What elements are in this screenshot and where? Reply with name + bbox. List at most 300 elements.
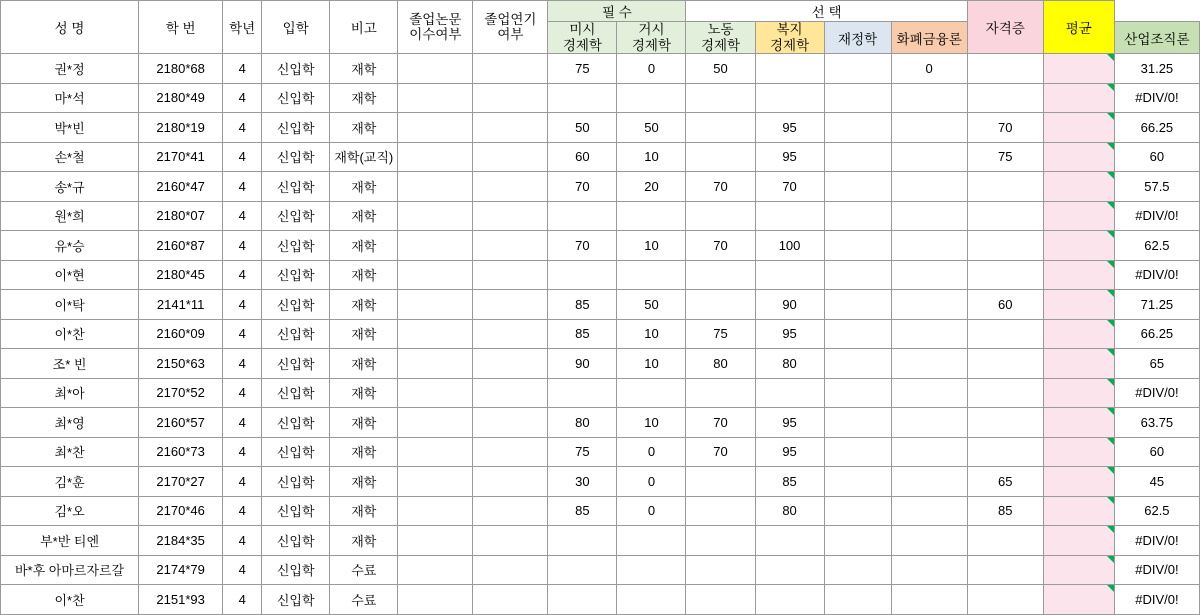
- col-header-student-no: 학 번: [139, 1, 223, 54]
- cell-defer: [473, 585, 548, 615]
- cell-labor: 50: [686, 54, 755, 84]
- cell-micro: 85: [548, 496, 617, 526]
- cell-micro: [548, 83, 617, 113]
- cell-defer: [473, 378, 548, 408]
- group-header-elective: 선 택: [686, 1, 967, 22]
- comment-flag-icon: [1107, 408, 1114, 415]
- cell-public: [824, 142, 891, 172]
- cell-industry: [967, 231, 1043, 261]
- table-row: [1, 349, 1200, 379]
- col-header-money: 화폐금융론: [891, 22, 967, 54]
- cell-macro: 10: [617, 231, 686, 261]
- cell-cert: [1043, 585, 1114, 615]
- cell-student_no: 2160*09: [139, 319, 223, 349]
- cell-industry: [967, 201, 1043, 231]
- cell-micro: 75: [548, 54, 617, 84]
- cell-public: [824, 349, 891, 379]
- table-row: [1, 467, 1200, 497]
- cell-micro: [548, 260, 617, 290]
- cell-defer: [473, 437, 548, 467]
- table-row: [1, 526, 1200, 556]
- cell-labor: [686, 585, 755, 615]
- cell-average: 57.5: [1114, 172, 1199, 202]
- cell-money: [891, 378, 967, 408]
- col-header-macro-line2: 경제학: [631, 37, 672, 53]
- comment-flag-icon: [1107, 143, 1114, 150]
- cell-grade: 4: [223, 319, 262, 349]
- cell-labor: 75: [686, 319, 755, 349]
- cell-thesis: [398, 526, 473, 556]
- cell-average: 62.5: [1114, 231, 1199, 261]
- cell-public: [824, 526, 891, 556]
- cell-welfare: [755, 201, 824, 231]
- cell-thesis: [398, 585, 473, 615]
- cell-defer: [473, 231, 548, 261]
- cell-student_no: 2170*52: [139, 378, 223, 408]
- comment-flag-icon: [1107, 556, 1114, 563]
- cell-note: 재학: [330, 290, 398, 320]
- cell-macro: [617, 555, 686, 585]
- cell-defer: [473, 467, 548, 497]
- cell-macro: 10: [617, 142, 686, 172]
- cell-labor: [686, 467, 755, 497]
- table-row: [1, 437, 1200, 467]
- cell-welfare: 85: [755, 467, 824, 497]
- comment-flag-icon: [1107, 585, 1114, 592]
- cell-thesis: [398, 54, 473, 84]
- cell-labor: [686, 260, 755, 290]
- cell-note: 재학: [330, 319, 398, 349]
- cell-average: #DIV/0!: [1114, 526, 1199, 556]
- cell-admission: 신입학: [262, 437, 330, 467]
- cell-labor: [686, 496, 755, 526]
- cell-welfare: [755, 83, 824, 113]
- cell-name: 최*아: [1, 378, 139, 408]
- cell-average: 45: [1114, 467, 1199, 497]
- cell-note: 재학: [330, 378, 398, 408]
- cell-cert: [1043, 496, 1114, 526]
- cell-thesis: [398, 172, 473, 202]
- cell-industry: [967, 437, 1043, 467]
- cell-public: [824, 201, 891, 231]
- cell-admission: 신입학: [262, 54, 330, 84]
- comment-flag-icon: [1107, 231, 1114, 238]
- cell-labor: [686, 290, 755, 320]
- col-header-micro: [548, 22, 617, 54]
- cell-defer: [473, 201, 548, 231]
- cell-admission: 신입학: [262, 83, 330, 113]
- cell-student_no: 2170*27: [139, 467, 223, 497]
- cell-average: 66.25: [1114, 319, 1199, 349]
- cell-public: [824, 290, 891, 320]
- cell-labor: 70: [686, 172, 755, 202]
- cell-average: 71.25: [1114, 290, 1199, 320]
- cell-student_no: 2180*45: [139, 260, 223, 290]
- cell-money: [891, 83, 967, 113]
- comment-flag-icon: [1107, 467, 1114, 474]
- cell-macro: 0: [617, 54, 686, 84]
- cell-name: 유*승: [1, 231, 139, 261]
- cell-average: #DIV/0!: [1114, 378, 1199, 408]
- cell-name: 김*훈: [1, 467, 139, 497]
- cell-welfare: 70: [755, 172, 824, 202]
- cell-student_no: 2180*07: [139, 201, 223, 231]
- cell-defer: [473, 496, 548, 526]
- cell-grade: 4: [223, 113, 262, 143]
- cell-admission: 신입학: [262, 290, 330, 320]
- cell-defer: [473, 260, 548, 290]
- cell-industry: [967, 260, 1043, 290]
- cell-micro: [548, 585, 617, 615]
- cell-note: 재학: [330, 467, 398, 497]
- cell-name: 마*석: [1, 83, 139, 113]
- cell-defer: [473, 142, 548, 172]
- cell-industry: [967, 349, 1043, 379]
- cell-labor: 70: [686, 437, 755, 467]
- cell-macro: [617, 83, 686, 113]
- cell-admission: 신입학: [262, 349, 330, 379]
- cell-public: [824, 585, 891, 615]
- cell-cert: [1043, 290, 1114, 320]
- col-header-cert: 자격증: [967, 1, 1043, 54]
- cell-thesis: [398, 349, 473, 379]
- cell-student_no: 2184*35: [139, 526, 223, 556]
- cell-student_no: 2160*57: [139, 408, 223, 438]
- cell-public: [824, 408, 891, 438]
- cell-money: [891, 467, 967, 497]
- cell-cert: [1043, 526, 1114, 556]
- cell-grade: 4: [223, 526, 262, 556]
- cell-industry: 75: [967, 142, 1043, 172]
- cell-defer: [473, 290, 548, 320]
- cell-macro: 20: [617, 172, 686, 202]
- col-header-labor-line1: 노동: [707, 22, 734, 37]
- cell-admission: 신입학: [262, 467, 330, 497]
- cell-micro: [548, 201, 617, 231]
- cell-average: 63.75: [1114, 408, 1199, 438]
- cell-admission: 신입학: [262, 526, 330, 556]
- cell-micro: [548, 378, 617, 408]
- cell-average: 60: [1114, 142, 1199, 172]
- cell-note: 재학: [330, 113, 398, 143]
- col-header-industry: 산업조직론: [1114, 22, 1199, 54]
- cell-grade: 4: [223, 83, 262, 113]
- cell-note: 재학: [330, 408, 398, 438]
- cell-money: [891, 585, 967, 615]
- cell-public: [824, 496, 891, 526]
- cell-cert: [1043, 349, 1114, 379]
- cell-admission: 신입학: [262, 378, 330, 408]
- cell-cert: [1043, 113, 1114, 143]
- cell-industry: [967, 319, 1043, 349]
- cell-public: [824, 54, 891, 84]
- col-header-macro: [617, 22, 686, 54]
- cell-money: [891, 349, 967, 379]
- col-header-note: 비고: [330, 1, 398, 54]
- cell-welfare: [755, 585, 824, 615]
- cell-welfare: 90: [755, 290, 824, 320]
- cell-welfare: 80: [755, 496, 824, 526]
- cell-thesis: [398, 231, 473, 261]
- cell-name: 송*규: [1, 172, 139, 202]
- cell-average: #DIV/0!: [1114, 83, 1199, 113]
- table-row: [1, 231, 1200, 261]
- cell-welfare: 95: [755, 408, 824, 438]
- cell-grade: 4: [223, 378, 262, 408]
- cell-student_no: 2160*47: [139, 172, 223, 202]
- comment-flag-icon: [1107, 172, 1114, 179]
- table-row: [1, 201, 1200, 231]
- cell-admission: 신입학: [262, 231, 330, 261]
- cell-money: [891, 290, 967, 320]
- cell-macro: 10: [617, 408, 686, 438]
- cell-name: 이*찬: [1, 585, 139, 615]
- cell-welfare: 95: [755, 113, 824, 143]
- cell-note: 재학: [330, 437, 398, 467]
- cell-thesis: [398, 201, 473, 231]
- col-header-thesis-line2: 이수여부: [409, 27, 462, 43]
- cell-cert: [1043, 142, 1114, 172]
- cell-name: 최*찬: [1, 437, 139, 467]
- cell-macro: 10: [617, 349, 686, 379]
- cell-cert: [1043, 437, 1114, 467]
- col-header-name: 성 명: [1, 1, 139, 54]
- cell-public: [824, 172, 891, 202]
- table-row: [1, 113, 1200, 143]
- cell-labor: [686, 201, 755, 231]
- cell-money: [891, 201, 967, 231]
- cell-money: [891, 319, 967, 349]
- cell-thesis: [398, 319, 473, 349]
- col-header-thesis: [398, 1, 473, 54]
- cell-admission: 신입학: [262, 319, 330, 349]
- comment-flag-icon: [1107, 526, 1114, 533]
- cell-grade: 4: [223, 290, 262, 320]
- cell-name: 권*정: [1, 54, 139, 84]
- cell-money: [891, 260, 967, 290]
- cell-defer: [473, 526, 548, 556]
- cell-student_no: 2180*49: [139, 83, 223, 113]
- cell-welfare: [755, 54, 824, 84]
- cell-labor: [686, 555, 755, 585]
- cell-cert: [1043, 319, 1114, 349]
- col-header-defer-line1: 졸업연기: [484, 11, 537, 27]
- cell-micro: 50: [548, 113, 617, 143]
- cell-grade: 4: [223, 467, 262, 497]
- comment-flag-icon: [1107, 84, 1114, 91]
- cell-micro: 70: [548, 231, 617, 261]
- cell-average: 65: [1114, 349, 1199, 379]
- cell-labor: [686, 83, 755, 113]
- col-header-public: 재정학: [824, 22, 891, 54]
- cell-money: [891, 555, 967, 585]
- cell-defer: [473, 172, 548, 202]
- table-row: [1, 54, 1200, 84]
- col-header-micro-line2: 경제학: [562, 37, 602, 53]
- cell-name: 김*오: [1, 496, 139, 526]
- cell-student_no: 2151*93: [139, 585, 223, 615]
- cell-grade: 4: [223, 172, 262, 202]
- cell-industry: [967, 526, 1043, 556]
- cell-student_no: 2141*11: [139, 290, 223, 320]
- cell-thesis: [398, 437, 473, 467]
- cell-labor: [686, 142, 755, 172]
- cell-name: 이*현: [1, 260, 139, 290]
- cell-welfare: 80: [755, 349, 824, 379]
- cell-labor: [686, 378, 755, 408]
- cell-average: 62.5: [1114, 496, 1199, 526]
- cell-industry: [967, 54, 1043, 84]
- cell-average: #DIV/0!: [1114, 260, 1199, 290]
- cell-cert: [1043, 172, 1114, 202]
- cell-thesis: [398, 408, 473, 438]
- cell-micro: 85: [548, 319, 617, 349]
- cell-welfare: [755, 260, 824, 290]
- cell-name: 조* 빈: [1, 349, 139, 379]
- cell-cert: [1043, 378, 1114, 408]
- cell-money: [891, 113, 967, 143]
- cell-note: 재학: [330, 231, 398, 261]
- cell-welfare: 95: [755, 142, 824, 172]
- cell-micro: 30: [548, 467, 617, 497]
- cell-admission: 신입학: [262, 585, 330, 615]
- cell-defer: [473, 349, 548, 379]
- cell-name: 이*탁: [1, 290, 139, 320]
- cell-industry: 70: [967, 113, 1043, 143]
- cell-admission: 신입학: [262, 142, 330, 172]
- cell-micro: 85: [548, 290, 617, 320]
- cell-admission: 신입학: [262, 260, 330, 290]
- col-header-welfare: [755, 22, 824, 54]
- cell-grade: 4: [223, 408, 262, 438]
- cell-macro: 50: [617, 113, 686, 143]
- cell-thesis: [398, 467, 473, 497]
- cell-public: [824, 83, 891, 113]
- cell-micro: 75: [548, 437, 617, 467]
- cell-macro: [617, 526, 686, 556]
- table-row: [1, 172, 1200, 202]
- comment-flag-icon: [1107, 438, 1114, 445]
- col-header-average: 평균: [1043, 1, 1114, 54]
- cell-defer: [473, 113, 548, 143]
- comment-flag-icon: [1107, 113, 1114, 120]
- cell-money: [891, 408, 967, 438]
- comment-flag-icon: [1107, 320, 1114, 327]
- cell-average: #DIV/0!: [1114, 201, 1199, 231]
- comment-flag-icon: [1107, 290, 1114, 297]
- cell-grade: 4: [223, 437, 262, 467]
- col-header-thesis-line1: 졸업논문: [409, 11, 462, 27]
- comment-flag-icon: [1107, 379, 1114, 386]
- cell-money: [891, 172, 967, 202]
- cell-welfare: 95: [755, 319, 824, 349]
- cell-note: 재학: [330, 496, 398, 526]
- cell-industry: [967, 378, 1043, 408]
- cell-welfare: 100: [755, 231, 824, 261]
- cell-student_no: 2170*41: [139, 142, 223, 172]
- cell-admission: 신입학: [262, 408, 330, 438]
- cell-student_no: 2174*79: [139, 555, 223, 585]
- cell-name: 박*빈: [1, 113, 139, 143]
- cell-money: 0: [891, 54, 967, 84]
- cell-public: [824, 231, 891, 261]
- cell-macro: [617, 201, 686, 231]
- cell-thesis: [398, 378, 473, 408]
- cell-average: #DIV/0!: [1114, 585, 1199, 615]
- cell-money: [891, 526, 967, 556]
- col-header-defer-line2: 여부: [497, 27, 524, 43]
- cell-macro: 0: [617, 496, 686, 526]
- cell-macro: 0: [617, 437, 686, 467]
- cell-defer: [473, 319, 548, 349]
- cell-labor: 80: [686, 349, 755, 379]
- cell-cert: [1043, 231, 1114, 261]
- cell-note: 재학: [330, 201, 398, 231]
- cell-welfare: 95: [755, 437, 824, 467]
- header-group-row: [1, 1, 1200, 22]
- comment-flag-icon: [1107, 202, 1114, 209]
- table-body: [1, 54, 1200, 615]
- cell-thesis: [398, 260, 473, 290]
- cell-average: #DIV/0!: [1114, 555, 1199, 585]
- table-row: [1, 585, 1200, 615]
- cell-cert: [1043, 260, 1114, 290]
- cell-welfare: [755, 526, 824, 556]
- col-header-macro-line1: 거시: [638, 22, 665, 37]
- comment-flag-icon: [1107, 261, 1114, 268]
- comment-flag-icon: [1107, 349, 1114, 356]
- cell-grade: 4: [223, 585, 262, 615]
- col-header-labor: [686, 22, 755, 54]
- table-row: [1, 83, 1200, 113]
- cell-macro: 0: [617, 467, 686, 497]
- cell-average: 66.25: [1114, 113, 1199, 143]
- cell-note: 재학: [330, 349, 398, 379]
- cell-public: [824, 113, 891, 143]
- table-row: [1, 408, 1200, 438]
- cell-name: 부*반 티엔: [1, 526, 139, 556]
- cell-macro: [617, 260, 686, 290]
- cell-micro: [548, 555, 617, 585]
- cell-name: 최*영: [1, 408, 139, 438]
- cell-cert: [1043, 201, 1114, 231]
- table-row: [1, 555, 1200, 585]
- cell-thesis: [398, 83, 473, 113]
- cell-labor: 70: [686, 408, 755, 438]
- cell-public: [824, 319, 891, 349]
- col-header-grade: 학년: [223, 1, 262, 54]
- cell-note: 재학: [330, 172, 398, 202]
- cell-thesis: [398, 142, 473, 172]
- cell-industry: [967, 555, 1043, 585]
- cell-cert: [1043, 555, 1114, 585]
- cell-grade: 4: [223, 54, 262, 84]
- cell-note: 재학(교직): [330, 142, 398, 172]
- cell-note: 수료: [330, 555, 398, 585]
- cell-student_no: 2150*63: [139, 349, 223, 379]
- cell-admission: 신입학: [262, 555, 330, 585]
- cell-grade: 4: [223, 231, 262, 261]
- cell-defer: [473, 83, 548, 113]
- cell-micro: [548, 526, 617, 556]
- cell-industry: 85: [967, 496, 1043, 526]
- cell-cert: [1043, 54, 1114, 84]
- cell-grade: 4: [223, 142, 262, 172]
- comment-flag-icon: [1107, 497, 1114, 504]
- cell-industry: [967, 172, 1043, 202]
- cell-name: 바*후 아마르자르갈: [1, 555, 139, 585]
- cell-industry: [967, 585, 1043, 615]
